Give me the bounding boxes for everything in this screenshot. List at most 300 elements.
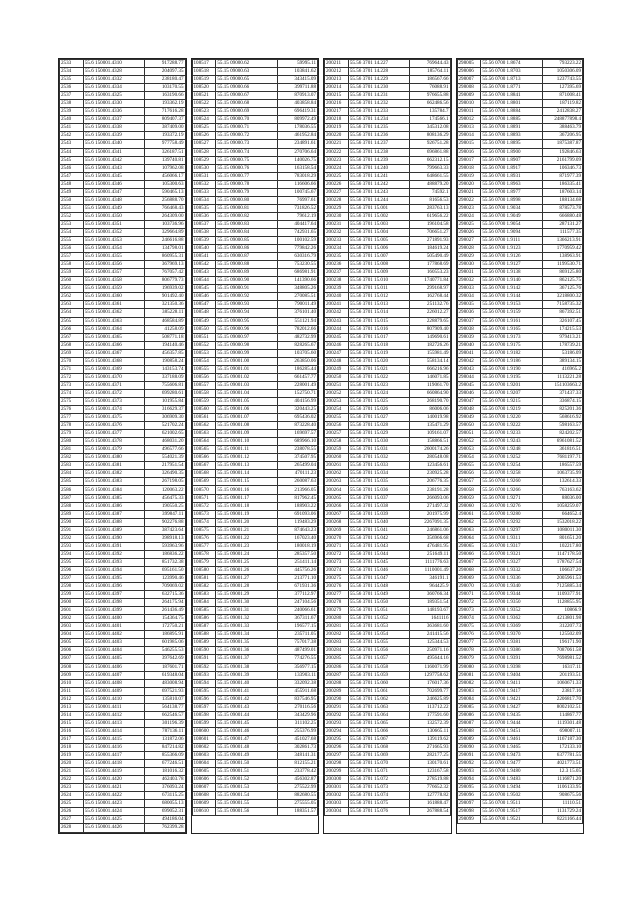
table-row xyxy=(325,687,451,695)
table-row xyxy=(457,237,583,245)
row-id-cell: 108573 xyxy=(192,510,216,518)
row-id-cell: 298066 xyxy=(457,550,481,558)
coordinate-cell: 55.56 0700 1.9201 xyxy=(481,381,542,389)
table-row xyxy=(325,389,451,397)
coordinate-cell: 55.56 3701 14.229 xyxy=(348,76,409,84)
coordinate-cell: 55.56 0700 1.9386 xyxy=(481,647,542,655)
value-cell: 7125885.34 xyxy=(542,583,582,591)
coordinate-cell: 55.15 09001.37 xyxy=(216,655,277,663)
coordinate-cell: 55.6 150001.4337 xyxy=(83,116,144,124)
coordinate-cell: 55.15 09001.25 xyxy=(216,558,277,566)
row-id-cell: 2599 xyxy=(60,591,84,599)
value-cell: 1128855.95 xyxy=(542,599,582,607)
row-id-cell: 298078 xyxy=(457,647,481,655)
table-row xyxy=(60,623,186,631)
table-row xyxy=(60,760,186,768)
row-id-cell: 200267 xyxy=(325,510,349,518)
row-id-cell: 200215 xyxy=(325,92,349,100)
table-row xyxy=(457,301,583,309)
table-row xyxy=(192,414,318,422)
table-row xyxy=(457,486,583,494)
table-row xyxy=(325,792,451,800)
row-id-cell: 108601 xyxy=(192,735,216,743)
value-cell: 155981.49 xyxy=(410,349,450,357)
value-cell: 256888.70 xyxy=(145,196,185,204)
table-row xyxy=(325,285,451,293)
table-row xyxy=(325,237,451,245)
value-cell: 828265.67 xyxy=(277,341,317,349)
row-id-cell: 2591 xyxy=(60,526,84,534)
value-cell: 793223.22 xyxy=(542,60,582,68)
value-cell: 763163.62 xyxy=(542,486,582,494)
table-row xyxy=(192,719,318,727)
coordinate-cell: 55.6 150001.4351 xyxy=(83,220,144,228)
row-id-cell: 2555 xyxy=(60,237,84,245)
row-id-cell: 108582 xyxy=(192,583,216,591)
table-row xyxy=(192,591,318,599)
row-id-cell: 2590 xyxy=(60,518,84,526)
value-cell: 131872.06 xyxy=(145,735,185,743)
coordinate-cell: 55.56 3701 15.059 xyxy=(348,671,409,679)
row-id-cell: 200245 xyxy=(325,333,349,341)
coordinate-cell: 55.56 3701 15.068 xyxy=(348,743,409,751)
row-id-cell: 108577 xyxy=(192,542,216,550)
table-row xyxy=(60,639,186,647)
coordinate-cell: 55.56 0700 1.9159 xyxy=(481,309,542,317)
table-row xyxy=(60,188,186,196)
table-row xyxy=(60,647,186,655)
row-id-cell: 2552 xyxy=(60,212,84,220)
coordinate-cell: 55.6 150001.4423 xyxy=(83,800,144,808)
coordinate-cell: 55.6 150001.4373 xyxy=(83,397,144,405)
coordinate-cell: 55.6 150001.4334 xyxy=(83,84,144,92)
row-id-cell: 200303 xyxy=(325,800,349,808)
row-id-cell: 298091 xyxy=(457,752,481,760)
row-id-cell: 200229 xyxy=(325,204,349,212)
value-cell: 2161799.09 xyxy=(542,156,582,164)
table-row xyxy=(60,727,186,735)
table-row xyxy=(325,132,451,140)
coordinate-cell: 55.56 3701 15.041 xyxy=(348,526,409,534)
value-cell: 238180.47 xyxy=(145,76,185,84)
coordinate-cell: 55.6 150001.4325 xyxy=(83,92,144,100)
row-id-cell: 298070 xyxy=(457,583,481,591)
row-id-cell: 2539 xyxy=(60,108,84,116)
value-cell: 783018.29 xyxy=(277,172,317,180)
coordinate-cell: 55.56 0700 1.9111 xyxy=(481,237,542,245)
value-cell: 240066.61 xyxy=(277,607,317,615)
coordinate-cell: 55.6 150001.4396 xyxy=(83,583,144,591)
coordinate-cell: 55.56 0700 1.9165 xyxy=(481,325,542,333)
value-cell: 248877898.4 xyxy=(542,116,582,124)
coordinate-cell: 55.6 150001.4398 xyxy=(83,599,144,607)
value-cell: 130665.11 xyxy=(410,727,450,735)
coordinate-cell: 55.6 150001.4385 xyxy=(83,494,144,502)
table-row xyxy=(60,333,186,341)
coordinate-cell: 55.15 09000.78 xyxy=(216,180,277,188)
table-row xyxy=(457,108,583,116)
coordinate-cell: 55.56 3701 14.233 xyxy=(348,108,409,116)
coordinate-cell: 55.56 0700 1.8907 xyxy=(481,156,542,164)
coordinate-cell: 55.6 150001.4336 xyxy=(83,108,144,116)
table-row xyxy=(457,269,583,277)
row-id-cell: 298009 xyxy=(457,92,481,100)
value-cell: 673115.25 xyxy=(145,792,185,800)
row-id-cell: 108583 xyxy=(192,591,216,599)
coordinate-cell: 55.6 150001.4397 xyxy=(83,591,144,599)
value-cell: 169697.57 xyxy=(277,430,317,438)
coordinate-cell: 55.15 09001.51 xyxy=(216,768,277,776)
coordinate-cell: 55.56 0700 1.9311 xyxy=(481,534,542,542)
value-cell: 698007.11 xyxy=(542,727,582,735)
table-row xyxy=(325,212,451,220)
value-cell: 809972.49 xyxy=(277,116,317,124)
data-table xyxy=(59,59,186,833)
coordinate-cell: 55.56 3701 15.049 xyxy=(348,591,409,599)
coordinate-cell: 55.56 0700 1.9521 xyxy=(481,816,542,824)
row-id-cell: 108528 xyxy=(192,148,216,156)
coordinate-cell: 55.56 0700 1.9340 xyxy=(481,583,542,591)
value-cell: 130170.61 xyxy=(410,760,450,768)
row-id-cell: 108568 xyxy=(192,470,216,478)
table-row xyxy=(192,108,318,116)
table-row xyxy=(325,695,451,703)
coordinate-cell: 55.56 3701 15.038 xyxy=(348,502,409,510)
row-id-cell: 200300 xyxy=(325,776,349,784)
value-cell: 135810.07 xyxy=(145,695,185,703)
coordinate-cell: 55.15 09001.54 xyxy=(216,792,277,800)
value-cell: 188134.68 xyxy=(542,196,582,204)
table-row xyxy=(192,502,318,510)
coordinate-cell: 55.6 150001.4381 xyxy=(83,462,144,470)
value-cell: 686981.91 xyxy=(277,269,317,277)
coordinate-cell: 55.56 3701 15.064 xyxy=(348,711,409,719)
coordinate-cell: 55.15 09000.85 xyxy=(216,237,277,245)
row-id-cell: 108596 xyxy=(192,695,216,703)
table-row xyxy=(60,792,186,800)
row-id-cell: 108570 xyxy=(192,486,216,494)
row-id-cell: 298071 xyxy=(457,591,481,599)
coordinate-cell: 55.15 09001.06 xyxy=(216,406,277,414)
coordinate-cell: 55.15 09000.89 xyxy=(216,269,277,277)
table-row xyxy=(192,687,318,695)
table-row xyxy=(325,204,451,212)
row-id-cell: 200242 xyxy=(325,309,349,317)
row-id-cell: 298065 xyxy=(457,542,481,550)
coordinate-cell: 55.56 0700 1.8801 xyxy=(481,100,542,108)
coordinate-cell: 55.6 150001.4345 xyxy=(83,172,144,180)
coordinate-cell: 55.6 150001.4405 xyxy=(83,655,144,663)
value-cell: 138963.91 xyxy=(542,253,582,261)
table-row xyxy=(325,776,451,784)
row-id-cell: 108544 xyxy=(192,277,216,285)
coordinate-cell: 55.56 0700 1.8900 xyxy=(481,148,542,156)
row-id-cell: 2549 xyxy=(60,188,84,196)
row-id-cell: 298095 xyxy=(457,784,481,792)
coordinate-cell: 55.15 09001.42 xyxy=(216,695,277,703)
coordinate-cell: 55.56 0700 1.9381 xyxy=(481,639,542,647)
value-cell: 140019.98 xyxy=(410,414,450,422)
row-id-cell: 298039 xyxy=(457,333,481,341)
coordinate-cell: 55.15 09000.97 xyxy=(216,333,277,341)
table-row xyxy=(325,510,451,518)
value-cell: 648661.55 xyxy=(410,172,450,180)
coordinate-cell: 55.56 3701 15.028 xyxy=(348,422,409,430)
row-id-cell: 108554 xyxy=(192,357,216,365)
coordinate-cell: 55.56 0700 1.9260 xyxy=(481,478,542,486)
row-id-cell: 108550 xyxy=(192,325,216,333)
row-id-cell: 200218 xyxy=(325,116,349,124)
row-id-cell: 108520 xyxy=(192,84,216,92)
coordinate-cell: 55.56 3701 15.042 xyxy=(348,534,409,542)
row-id-cell: 108551 xyxy=(192,333,216,341)
value-cell: 699052.31 xyxy=(145,808,185,816)
table-row xyxy=(192,454,318,462)
row-id-cell: 108593 xyxy=(192,671,216,679)
value-cell: 194140.46 xyxy=(145,341,185,349)
table-row xyxy=(192,784,318,792)
value-cell: 554021.39 xyxy=(145,454,185,462)
value-cell: 255376.99 xyxy=(277,727,317,735)
value-cell: 278519.88 xyxy=(410,776,450,784)
table-row xyxy=(325,373,451,381)
value-cell: 871008.41 xyxy=(542,92,582,100)
value-cell: 100102.59 xyxy=(277,237,317,245)
row-id-cell: 2561 xyxy=(60,285,84,293)
coordinate-cell: 55.56 3701 15.024 xyxy=(348,389,409,397)
coordinate-cell: 55.56 0700 1.9391 xyxy=(481,655,542,663)
value-cell: 977758.49 xyxy=(145,140,185,148)
row-id-cell: 2537 xyxy=(60,92,84,100)
row-id-cell: 2554 xyxy=(60,228,84,236)
coordinate-cell: 55.56 0700 1.9175 xyxy=(481,341,542,349)
row-id-cell: 2594 xyxy=(60,550,84,558)
value-cell: 270085.51 xyxy=(277,293,317,301)
value-cell: 187119.82 xyxy=(542,100,582,108)
value-cell: 113712.22 xyxy=(410,703,450,711)
value-cell: 251411.14 xyxy=(277,558,317,566)
row-id-cell: 2602 xyxy=(60,615,84,623)
coordinate-cell: 55.6 150001.4378 xyxy=(83,438,144,446)
coordinate-cell: 55.6 150001.4403 xyxy=(83,639,144,647)
value-cell: 282177.25 xyxy=(410,752,450,760)
table-row xyxy=(192,510,318,518)
row-id-cell: 2565 xyxy=(60,317,84,325)
coordinate-cell: 55.56 3701 15.061 xyxy=(348,687,409,695)
coordinate-cell: 55.56 3701 15.044 xyxy=(348,550,409,558)
value-cell: 767057.42 xyxy=(145,269,185,277)
row-id-cell: 108590 xyxy=(192,647,216,655)
value-cell: 908675.56 xyxy=(542,792,582,800)
table-row xyxy=(325,454,451,462)
table-row xyxy=(60,808,186,816)
row-id-cell: 2620 xyxy=(60,760,84,768)
row-id-cell: 200278 xyxy=(325,599,349,607)
coordinate-cell: 55.15 09001.40 xyxy=(216,679,277,687)
value-cell: 186557.59 xyxy=(542,462,582,470)
row-id-cell: 108603 xyxy=(192,752,216,760)
value-cell: 1116871.20 xyxy=(542,776,582,784)
table-row xyxy=(60,615,186,623)
row-id-cell: 2563 xyxy=(60,301,84,309)
table-row xyxy=(325,607,451,615)
value-cell: 601985.06 xyxy=(145,639,185,647)
value-cell: 869125.80 xyxy=(542,269,582,277)
coordinate-cell: 55.15 09001.07 xyxy=(216,414,277,422)
value-cell: 1147178.50 xyxy=(542,550,582,558)
value-cell: 619348.04 xyxy=(145,671,185,679)
table-row xyxy=(457,776,583,784)
coordinate-cell: 55.15 09000.71 xyxy=(216,124,277,132)
table-row xyxy=(60,325,186,333)
value-cell: 1641116 xyxy=(410,615,450,623)
value-cell: 363681.60 xyxy=(410,623,450,631)
row-id-cell: 108576 xyxy=(192,534,216,542)
table-row xyxy=(457,124,583,132)
row-id-cell: 298064 xyxy=(457,534,481,542)
coordinate-cell: 55.56 0700 1.9127 xyxy=(481,261,542,269)
row-id-cell: 200241 xyxy=(325,301,349,309)
coordinate-cell: 55.56 3701 15.004 xyxy=(348,228,409,236)
row-id-cell: 108545 xyxy=(192,285,216,293)
coordinate-cell: 55.15 09001.15 xyxy=(216,478,277,486)
coordinate-cell: 55.15 09001.09 xyxy=(216,430,277,438)
coordinate-cell: 55.56 0700 1.9186 xyxy=(481,357,542,365)
coordinate-cell: 55.56 3701 15.040 xyxy=(348,518,409,526)
row-id-cell: 108571 xyxy=(192,494,216,502)
table-row xyxy=(60,204,186,212)
value-cell: 213771.10 xyxy=(277,575,317,583)
row-id-cell: 108539 xyxy=(192,237,216,245)
table-row xyxy=(457,784,583,792)
row-id-cell: 298069 xyxy=(457,575,481,583)
coordinate-cell: 55.56 3701 15.026 xyxy=(348,406,409,414)
table-row xyxy=(60,116,186,124)
value-cell: 1740771.84 xyxy=(410,277,450,285)
row-id-cell: 298017 xyxy=(457,156,481,164)
row-id-cell: 108565 xyxy=(192,446,216,454)
table-row xyxy=(457,647,583,655)
value-cell: 246861.06 xyxy=(410,526,450,534)
table-row xyxy=(60,277,186,285)
coordinate-cell: 55.56 0700 1.9451 xyxy=(481,727,542,735)
value-cell: 148193.67 xyxy=(410,607,450,615)
value-cell: 181016.32 xyxy=(145,768,185,776)
coordinate-cell: 55.6 150001.4379 xyxy=(83,446,144,454)
row-id-cell: 298042 xyxy=(457,357,481,365)
row-id-cell: 200259 xyxy=(325,446,349,454)
value-cell: 568616.92 xyxy=(542,414,582,422)
table-row xyxy=(325,647,451,655)
table-row xyxy=(192,743,318,751)
value-cell: 468031.20 xyxy=(145,438,185,446)
row-id-cell: 2628 xyxy=(60,824,84,832)
coordinate-cell: 55.56 0700 1.9421 xyxy=(481,695,542,703)
row-id-cell: 298034 xyxy=(457,293,481,301)
coordinate-cell: 55.6 150001.4363 xyxy=(83,317,144,325)
coordinate-cell: 55.56 3701 14.228 xyxy=(348,68,409,76)
table-row xyxy=(457,180,583,188)
value-cell: 766468.43 xyxy=(145,204,185,212)
coordinate-cell: 55.56 0700 1.9271 xyxy=(481,494,542,502)
value-cell: 1119301.48 xyxy=(542,719,582,727)
coordinate-cell: 55.56 0700 1.8895 xyxy=(481,140,542,148)
coordinate-cell: 55.6 150001.4376 xyxy=(83,422,144,430)
value-cell: 564138.77 xyxy=(145,703,185,711)
row-id-cell: 2625 xyxy=(60,800,84,808)
table-row xyxy=(192,261,318,269)
value-cell: 241415.56 xyxy=(410,631,450,639)
value-cell: 825201.36 xyxy=(542,406,582,414)
row-id-cell: 108526 xyxy=(192,132,216,140)
table-row xyxy=(60,422,186,430)
value-cell: 287131.27 xyxy=(542,220,582,228)
row-id-cell: 298018 xyxy=(457,164,481,172)
value-cell: 1110001.49 xyxy=(410,566,450,574)
table-row xyxy=(60,180,186,188)
table-row xyxy=(457,534,583,542)
coordinate-cell: 55.15 09001.24 xyxy=(216,550,277,558)
coordinate-cell: 55.15 09001.35 xyxy=(216,639,277,647)
coordinate-cell: 55.6 150001.4349 xyxy=(83,204,144,212)
coordinate-cell: 55.6 150001.4328 xyxy=(83,68,144,76)
table-row xyxy=(60,245,186,253)
table-row xyxy=(60,261,186,269)
coordinate-cell: 55.15 09000.96 xyxy=(216,325,277,333)
value-cell: 867392.51 xyxy=(542,309,582,317)
table-row xyxy=(457,341,583,349)
table-column-3 xyxy=(323,58,452,834)
table-row xyxy=(325,735,451,743)
table-row xyxy=(60,607,186,615)
table-row xyxy=(192,526,318,534)
row-id-cell: 200304 xyxy=(325,808,349,816)
value-cell: 161888.47 xyxy=(410,800,450,808)
table-row xyxy=(457,196,583,204)
value-cell: 270116.56 xyxy=(277,703,317,711)
coordinate-cell: 55.15 09001.22 xyxy=(216,534,277,542)
coordinate-cell: 55.6 150001.4406 xyxy=(83,663,144,671)
value-cell: 196939.02 xyxy=(145,285,185,293)
row-id-cell: 2562 xyxy=(60,293,84,301)
value-cell: 488879.20 xyxy=(410,180,450,188)
table-row xyxy=(325,760,451,768)
coordinate-cell: 55.56 3701 15.033 xyxy=(348,462,409,470)
coordinate-cell: 55.15 09001.18 xyxy=(216,502,277,510)
table-row xyxy=(192,180,318,188)
table-row xyxy=(325,800,451,808)
row-id-cell: 200273 xyxy=(325,558,349,566)
table-row xyxy=(192,325,318,333)
value-cell: 228879.65 xyxy=(410,317,450,325)
value-cell: 280548.08 xyxy=(410,454,450,462)
table-row xyxy=(192,365,318,373)
row-id-cell: 2573 xyxy=(60,381,84,389)
coordinate-cell: 55.56 3701 15.014 xyxy=(348,309,409,317)
row-id-cell: 298081 xyxy=(457,671,481,679)
coordinate-cell: 55.15 09000.91 xyxy=(216,285,277,293)
coordinate-cell: 55.56 0700 1.9276 xyxy=(481,502,542,510)
row-id-cell: 200239 xyxy=(325,285,349,293)
row-id-cell: 108591 xyxy=(192,655,216,663)
coordinate-cell: 55.56 0700 1.9195 xyxy=(481,373,542,381)
coordinate-cell: 55.6 150001.4348 xyxy=(83,196,144,204)
table-row xyxy=(457,357,583,365)
row-id-cell: 108587 xyxy=(192,623,216,631)
table-row xyxy=(60,542,186,550)
row-id-cell: 2587 xyxy=(60,494,84,502)
value-cell: 388463.79 xyxy=(542,124,582,132)
